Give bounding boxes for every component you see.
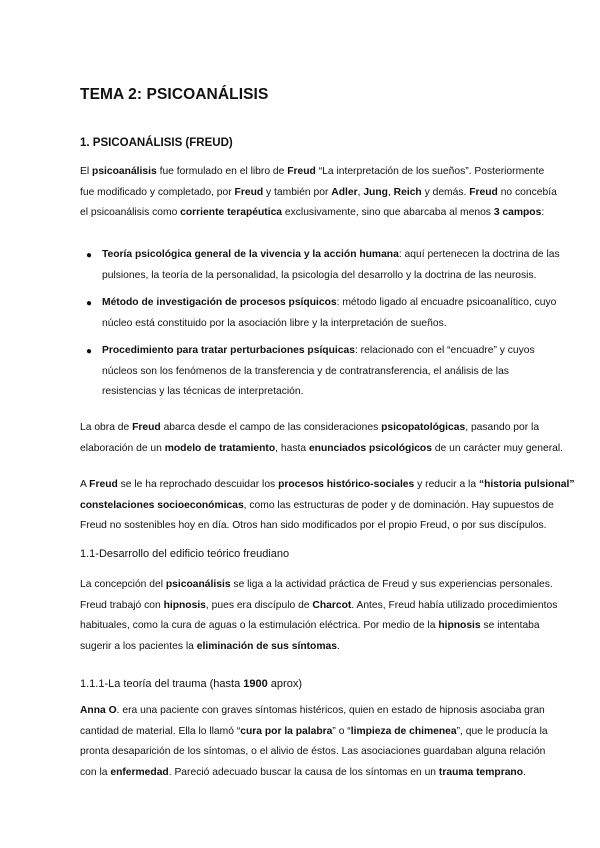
text: , como las estructuras de poder y de dominación. Hay supuestos de bbox=[243, 499, 554, 511]
paragraph-anna-o bbox=[80, 701, 548, 783]
text: ”, que le producía la bbox=[456, 725, 548, 737]
text: El bbox=[80, 166, 93, 177]
text-line bbox=[80, 575, 553, 596]
bold-text: Freud bbox=[234, 186, 264, 198]
text-line bbox=[102, 341, 542, 362]
bold-text: corriente terapéutica bbox=[180, 207, 283, 218]
bold-text: Freud bbox=[469, 186, 498, 198]
text-line bbox=[80, 722, 548, 743]
text: fue modificado y completado, por bbox=[80, 186, 235, 198]
bullet-item-metodo bbox=[102, 293, 557, 334]
text-line bbox=[80, 637, 542, 658]
text-line bbox=[80, 616, 542, 637]
text-line bbox=[80, 701, 545, 722]
text-line: Freud no sostenibles hoy en día. Otros han sido modificados por el propio Freud, o por sus discípulos. bbox=[80, 520, 547, 531]
text-line bbox=[80, 183, 557, 204]
text: , pues era discípulo de bbox=[205, 599, 313, 611]
text-line: núcleo está constituido por la asociación libre y la interpretación de sueños. bbox=[102, 317, 447, 329]
bold-text: Freud bbox=[89, 479, 118, 490]
paragraph-intro bbox=[80, 162, 557, 224]
text: La concepción del bbox=[80, 579, 166, 590]
text: sugerir a los pacientes la bbox=[80, 640, 197, 652]
text: abarca desde el campo de las consideraciones bbox=[160, 422, 382, 433]
text-line: pronta desaparición de los síntomas, o el alivio de éstos. Las asociaciones guardaban alguna relación bbox=[80, 746, 546, 757]
text-line bbox=[80, 475, 575, 496]
paragraph-concepcion bbox=[80, 575, 558, 657]
text: . era una paciente con graves síntomas histéricos, quien en estado de hipnosis asociaba gran bbox=[116, 705, 545, 716]
text-line bbox=[80, 162, 545, 183]
bold-text: Freud bbox=[287, 166, 316, 177]
text-line bbox=[80, 439, 564, 460]
text: se le ha reprochado descuidar los bbox=[117, 479, 279, 490]
text: . Pareció adecuado buscar la causa de los síntomas en un bbox=[168, 766, 439, 778]
section-heading-psicoanalisis-freud: 1. PSICOANÁLISIS (FREUD) bbox=[80, 137, 233, 149]
bold-text: limpieza de chimenea bbox=[350, 725, 457, 737]
text: y demás. bbox=[421, 186, 470, 198]
paragraph-reproche bbox=[80, 475, 575, 537]
bold-text: Freud bbox=[132, 422, 161, 433]
bold-text: cura por la palabra bbox=[240, 725, 333, 737]
bold-text: enfermedad bbox=[110, 766, 169, 778]
bold-text: 3 campos bbox=[493, 207, 542, 218]
text: exclusivamente, sino que abarcaba al menos bbox=[282, 207, 494, 218]
bold-text: constelaciones socioeconómicas bbox=[80, 499, 244, 511]
text: Freud trabajó con bbox=[80, 599, 164, 611]
text: La obra de bbox=[80, 422, 133, 433]
text: “La interpretación de los sueños”. Posteriormente bbox=[315, 166, 545, 177]
text: , pasando por la bbox=[465, 422, 540, 433]
bold-text: Adler bbox=[331, 186, 358, 198]
bold-text: Método de investigación de procesos psíquicos bbox=[102, 297, 337, 308]
bold-text: psicoanálisis bbox=[92, 166, 157, 177]
text: y reducir a la bbox=[414, 479, 479, 490]
bold-text: hipnosis bbox=[438, 620, 481, 631]
bullet-item-teoria bbox=[102, 245, 560, 286]
bold-text: procesos histórico-sociales bbox=[278, 479, 415, 490]
text-line: pulsiones, la teoría de la personalidad, la psicología del desarrollo y la doctrina de las neurosis. bbox=[102, 269, 537, 281]
text: cantidad de material. Ella lo llamó “ bbox=[80, 725, 241, 737]
text: . bbox=[336, 640, 340, 652]
document-title: TEMA 2: PSICOANÁLISIS bbox=[80, 86, 269, 103]
text: : relacionado con el “encuadre” y cuyos bbox=[354, 345, 535, 356]
bold-text: Jung bbox=[363, 186, 388, 198]
bold-text: psicoanálisis bbox=[165, 579, 231, 590]
text: : aquí pertenecen la doctrina de las bbox=[398, 249, 560, 260]
text: elaboración de un bbox=[80, 442, 165, 454]
text: aprox) bbox=[267, 678, 302, 690]
text: con la bbox=[80, 766, 111, 778]
text: : bbox=[541, 207, 545, 218]
bold-text: Teoría psicológica general de la vivencia y la acción humana bbox=[102, 249, 399, 260]
text: no concebía bbox=[497, 186, 557, 198]
text: . bbox=[523, 766, 526, 778]
bold-text: enunciados psicológicos bbox=[308, 442, 432, 454]
bullet-icon: ● bbox=[86, 250, 93, 261]
bullet-icon: ● bbox=[86, 346, 93, 357]
text: el psicoanálisis como bbox=[80, 207, 181, 218]
bold-text: eliminación de sus síntomas bbox=[196, 640, 337, 652]
bold-text: Charcot bbox=[312, 599, 352, 611]
text-line bbox=[80, 203, 545, 224]
text: . Antes, Freud había utilizado procedimientos bbox=[351, 599, 558, 611]
bold-text: Reich bbox=[393, 186, 422, 198]
bold-text: Anna O bbox=[80, 705, 117, 716]
paragraph-obra-freud bbox=[80, 418, 564, 459]
text-line bbox=[80, 763, 542, 784]
text: se intentaba bbox=[480, 620, 540, 631]
text: : método ligado al encuadre psicoanalítico, cuyo bbox=[336, 297, 557, 308]
text: de un carácter muy general. bbox=[431, 442, 564, 454]
text: fue formulado en el libro de bbox=[156, 166, 288, 177]
bold-text: hipnosis bbox=[163, 599, 206, 611]
text-line bbox=[80, 496, 554, 517]
bold-text: 1900 bbox=[243, 678, 268, 690]
text: ” o “ bbox=[332, 725, 351, 737]
bullet-item-procedimiento bbox=[102, 341, 542, 403]
section-heading-teoria-trauma bbox=[80, 678, 302, 690]
text: , bbox=[357, 186, 364, 198]
bold-text: modelo de tratamiento bbox=[164, 442, 276, 454]
section-heading-desarrollo: 1.1-Desarrollo del edificio teórico freudiano bbox=[80, 548, 290, 560]
text-line bbox=[80, 418, 542, 439]
bold-text: Procedimiento para tratar perturbaciones psíquicas bbox=[102, 345, 355, 356]
bullet-icon: ● bbox=[86, 298, 93, 309]
text-line bbox=[80, 596, 558, 617]
text: habituales, como la cura de aguas o la estimulación eléctrica. Por medio de la bbox=[80, 620, 439, 631]
text: se liga a la actividad práctica de Freud y sus experiencias personales. bbox=[230, 579, 553, 590]
bold-text: trauma temprano bbox=[438, 766, 524, 778]
text: , hasta bbox=[275, 442, 309, 454]
text: A bbox=[80, 479, 90, 490]
text: , bbox=[387, 186, 394, 198]
text-line bbox=[102, 293, 557, 314]
text-line bbox=[102, 245, 560, 266]
bold-text: “historia pulsional” bbox=[478, 479, 575, 490]
text-line: resistencias y las técnicas de interpretación. bbox=[102, 386, 304, 397]
text: y también por bbox=[263, 186, 332, 198]
text-line: núcleos son los fenómenos de la transferencia y de contratransferencia, el análisis de las bbox=[102, 365, 509, 377]
bold-text: psicopatológicas bbox=[381, 422, 466, 433]
text: 1.1.1-La teoría del trauma (hasta bbox=[80, 678, 244, 690]
